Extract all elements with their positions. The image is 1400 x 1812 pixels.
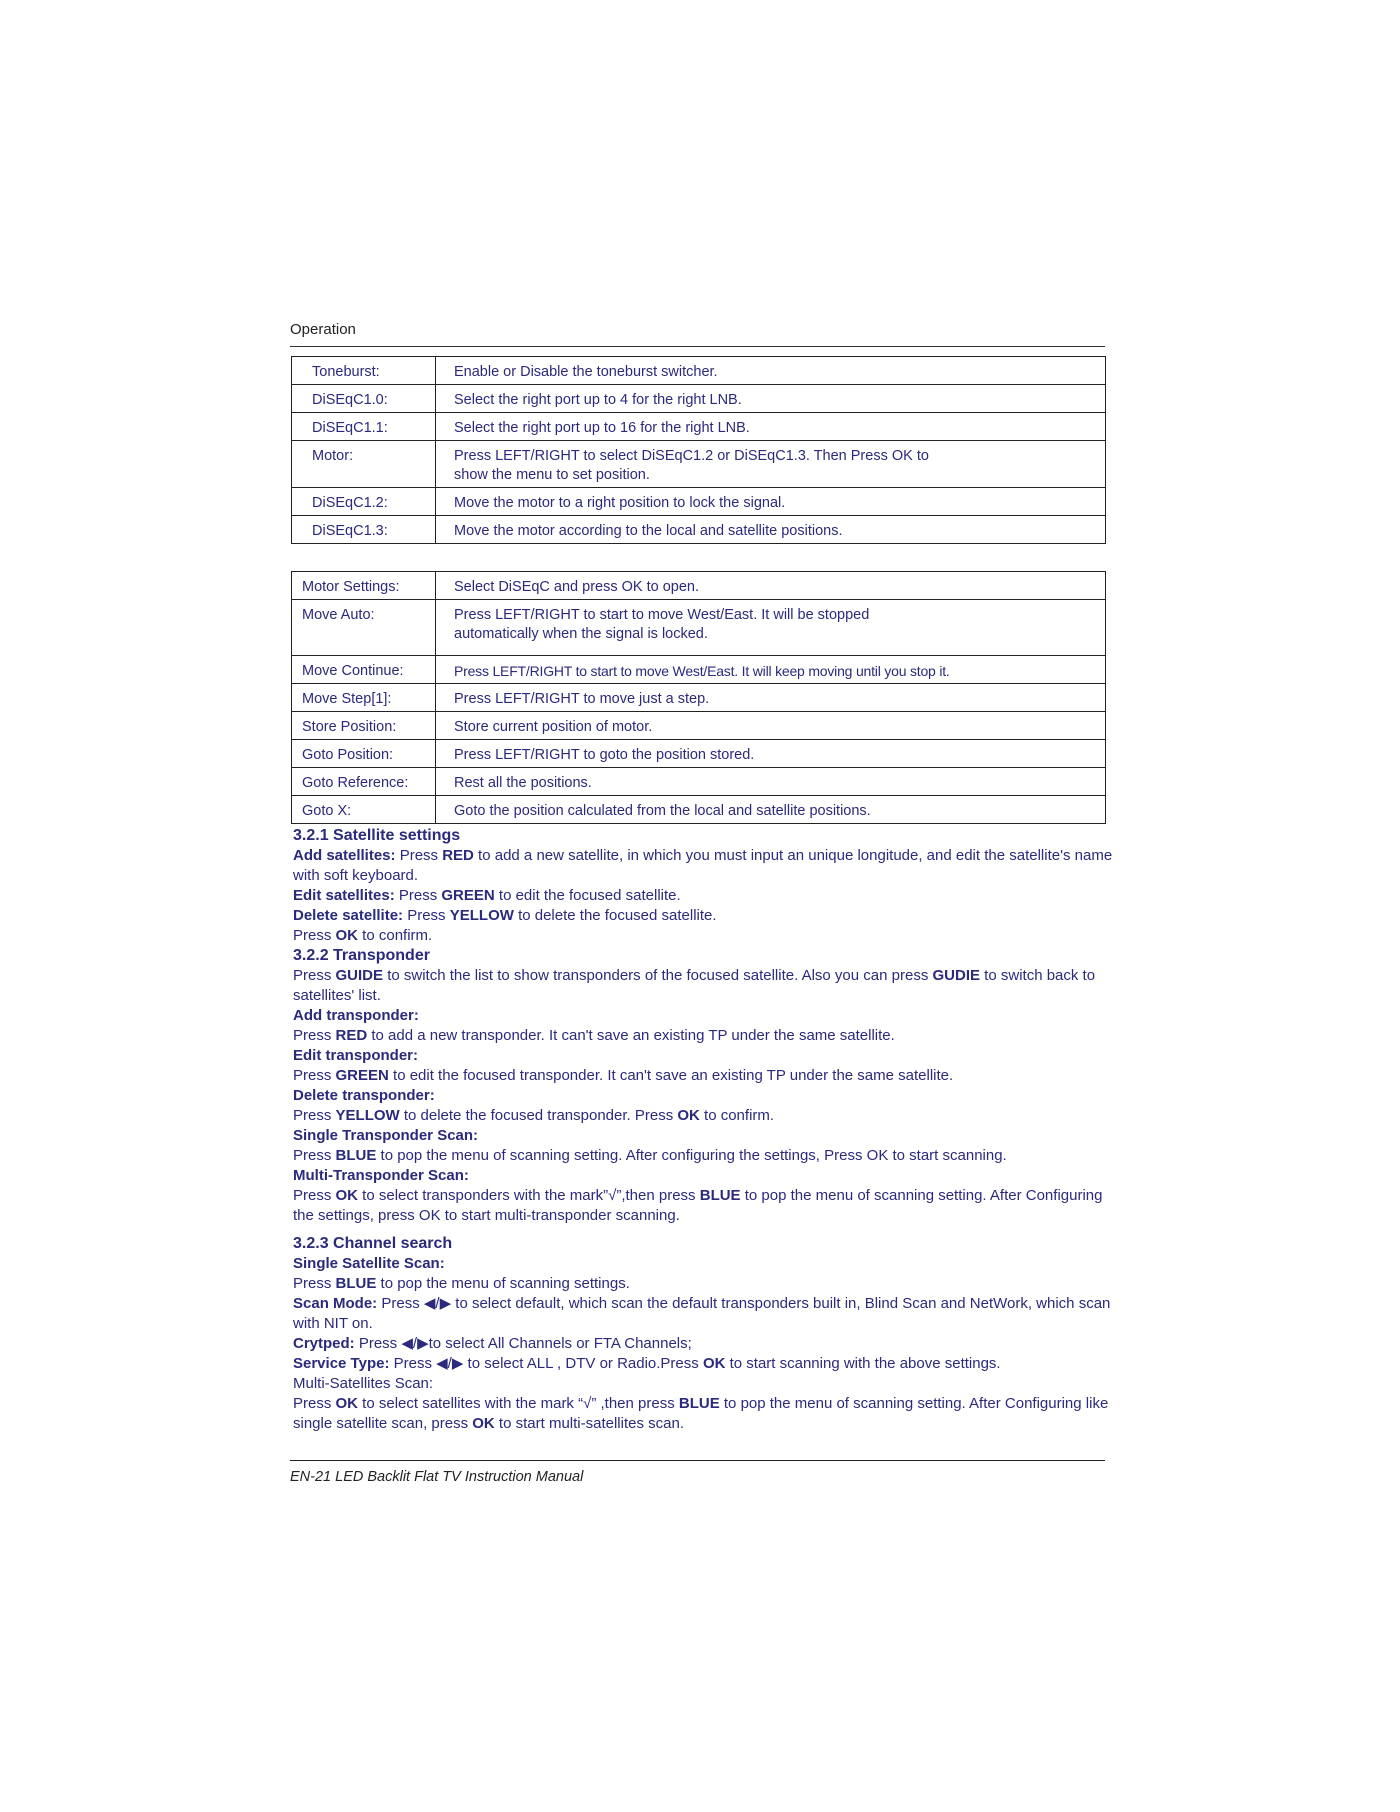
row-key: Motor Settings: xyxy=(302,579,400,595)
row-value: Press LEFT/RIGHT to move just a step. xyxy=(454,691,710,707)
table-row xyxy=(292,684,1106,712)
row-key: Goto Reference: xyxy=(302,775,409,791)
table-row xyxy=(292,413,1106,441)
left-right-arrows-icon: ◀/▶ xyxy=(423,1295,452,1312)
subheading: Add transponder: xyxy=(293,1007,419,1024)
row-key: Goto Position: xyxy=(302,747,394,763)
instructions-body xyxy=(293,826,1113,1434)
single-satellite-paragraph: Press BLUE to pop the menu of scanning settings. xyxy=(293,1275,630,1292)
row-value: Select the right port up to 4 for the right LNB. xyxy=(454,392,742,408)
table-row xyxy=(292,740,1106,768)
row-key: DiSEqC1.0: xyxy=(312,392,388,408)
transponder-intro: Press GUIDE to switch the list to show transponders of the focused satellite. Also you can press GUDIE to switch back to satellites' list. xyxy=(293,967,1096,1004)
crypted-paragraph: Crytped: Press ◀/▶to select All Channels or FTA Channels; xyxy=(293,1335,692,1352)
row-value: Press LEFT/RIGHT to select DiSEqC1.2 or DiSEqC1.3. Then Press OK to show the menu to set position. xyxy=(454,448,929,483)
table-row xyxy=(292,712,1106,740)
subheading: Edit transponder: xyxy=(293,1047,419,1064)
row-key: DiSEqC1.2: xyxy=(312,495,388,511)
row-value: Select DiSEqC and press OK to open. xyxy=(454,579,700,595)
row-value: Select the right port up to 16 for the right LNB. xyxy=(454,420,750,436)
table-row xyxy=(292,600,1106,656)
multi-satellite-paragraph: Press OK to select satellites with the mark “√” ,then press BLUE to pop the menu of scanning setting. After Configuring like single satellite scan, press OK to start multi-satellites scan. xyxy=(293,1395,1109,1432)
row-value: Rest all the positions. xyxy=(454,775,592,791)
subheading: Multi-Satellites Scan: xyxy=(293,1375,434,1392)
table-row xyxy=(292,357,1106,385)
row-value: Press LEFT/RIGHT to start to move West/East. It will be stopped automatically when the signal is locked. xyxy=(454,607,870,642)
row-key: Move Continue: xyxy=(302,663,404,679)
add-transponder-paragraph: Press RED to add a new transponder. It can't save an existing TP under the same satellite. xyxy=(293,1027,895,1044)
row-key: Move Auto: xyxy=(302,607,375,623)
section-heading: 3.2.3 Channel search xyxy=(293,1235,453,1252)
row-key: Store Position: xyxy=(302,719,397,735)
row-key: Move Step[1]: xyxy=(302,691,392,707)
delete-satellite-paragraph: Delete satellite: Press YELLOW to delete the focused satellite. xyxy=(293,907,717,924)
row-key: DiSEqC1.1: xyxy=(312,420,388,436)
scan-mode-paragraph: Scan Mode: Press ◀/▶ to select default, which scan the default transponders built in, Blind Scan and NetWork, which scan with NIT on. xyxy=(293,1295,1111,1332)
row-value: Goto the position calculated from the local and satellite positions. xyxy=(454,803,871,819)
delete-transponder-paragraph: Press YELLOW to delete the focused transponder. Press OK to confirm. xyxy=(293,1107,775,1124)
add-satellites-paragraph: Add satellites: Press RED to add a new satellite, in which you must input an unique longitude, and edit the satellite's name with soft keyboard. xyxy=(293,847,1113,884)
table-row xyxy=(292,572,1106,600)
edit-satellites-paragraph: Edit satellites: Press GREEN to edit the focused satellite. xyxy=(293,887,681,904)
table-row xyxy=(292,516,1106,544)
subheading: Delete transponder: xyxy=(293,1087,435,1104)
table-row xyxy=(292,385,1106,413)
table-row xyxy=(292,656,1106,684)
table-row xyxy=(292,768,1106,796)
diseqc-table xyxy=(291,356,1106,544)
row-value: Press LEFT/RIGHT to goto the position stored. xyxy=(454,747,755,763)
edit-transponder-paragraph: Press GREEN to edit the focused transponder. It can't save an existing TP under the same satellite. xyxy=(293,1067,954,1084)
subheading: Single Transponder Scan: xyxy=(293,1127,479,1144)
row-value: Move the motor to a right position to lock the signal. xyxy=(454,495,786,511)
left-right-arrows-icon: ◀/▶ xyxy=(401,1335,429,1352)
confirm-paragraph: Press OK to confirm. xyxy=(293,927,433,944)
row-key: Motor: xyxy=(312,448,354,464)
single-transponder-paragraph: Press BLUE to pop the menu of scanning setting. After configuring the settings, Press OK to start scanning. xyxy=(293,1147,1007,1164)
row-key: Toneburst: xyxy=(312,364,380,380)
footer-text: EN-21 LED Backlit Flat TV Instruction Manual xyxy=(290,1469,584,1485)
row-key: Goto X: xyxy=(302,803,352,819)
multi-transponder-paragraph: Press OK to select transponders with the mark”√”,then press BLUE to pop the menu of scanning setting. After Configuring the settings, press OK to start multi-transponder scanning. xyxy=(293,1187,1103,1224)
subheading: Single Satellite Scan: xyxy=(293,1255,445,1272)
section-heading: 3.2.2 Transponder xyxy=(293,947,430,964)
table-row xyxy=(292,796,1106,824)
left-right-arrows-icon: ◀/▶ xyxy=(436,1355,464,1372)
service-type-paragraph: Service Type: Press ◀/▶ to select ALL , DTV or Radio.Press OK to start scanning with the above settings. xyxy=(293,1355,1001,1372)
table-row xyxy=(292,441,1106,488)
page-header xyxy=(290,320,1105,347)
row-value: Press LEFT/RIGHT to start to move West/East. It will keep moving until you stop it. xyxy=(454,663,950,679)
row-value: Move the motor according to the local and satellite positions. xyxy=(454,523,843,539)
row-key: DiSEqC1.3: xyxy=(312,523,388,539)
section-heading: 3.2.1 Satellite settings xyxy=(293,827,461,844)
row-value: Enable or Disable the toneburst switcher. xyxy=(454,364,718,380)
page-footer xyxy=(290,1460,1105,1485)
row-value: Store current position of motor. xyxy=(454,719,653,735)
subheading: Multi-Transponder Scan: xyxy=(293,1167,469,1184)
section-title: Operation xyxy=(290,321,356,338)
motor-settings-table xyxy=(291,571,1106,824)
table-row xyxy=(292,488,1106,516)
